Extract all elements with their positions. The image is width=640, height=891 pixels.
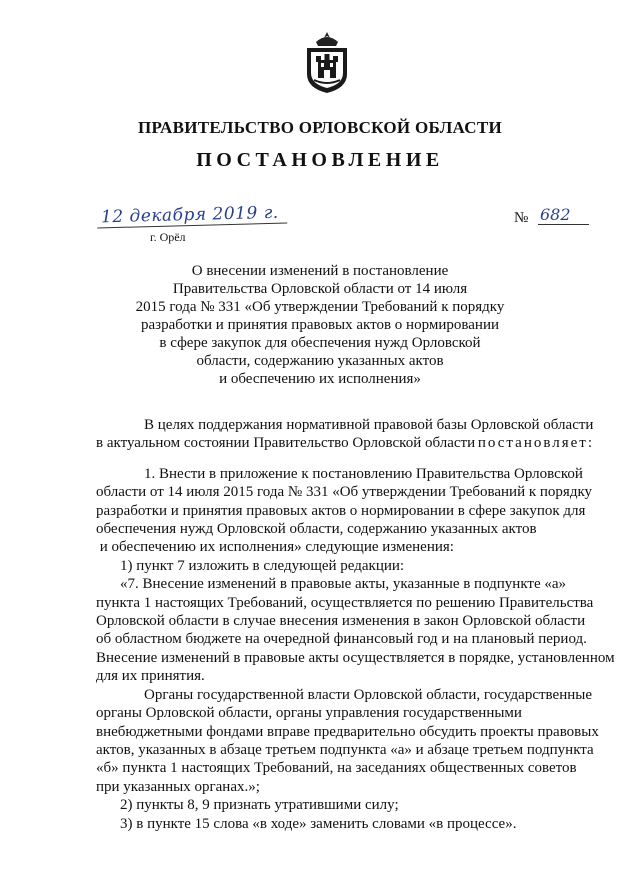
coat-of-arms-icon: [302, 30, 352, 94]
quote-line: Орловской области в случае внесения изменения в закон Орловской области: [96, 613, 586, 630]
paragraph-line: разработки и принятия правовых актов о нормировании в сфере закупок для: [96, 502, 586, 519]
government-name: ПРАВИТЕЛЬСТВО ОРЛОВСКОЙ ОБЛАСТИ: [137, 118, 503, 137]
document-date: 12 декабря 2019 г.: [97, 203, 287, 229]
title-line: в сфере закупок для обеспечения нужд Орловской: [159, 335, 481, 351]
quote-line: «7. Внесение изменений в правовые акты, указанные в подпункте «а»: [120, 576, 567, 593]
title-line: О внесении изменений в постановление: [191, 263, 449, 279]
organs-line: «б» пункта 1 настоящих Требований, на заседаниях общественных советов: [96, 760, 577, 777]
quote-line: для их принятия.: [96, 668, 205, 685]
quote-line: Внесение изменений в правовые акты осуществляется в порядке, установленном: [96, 649, 615, 666]
paragraph-line: области от 14 июля 2015 года № 331 «Об утверждении Требований к порядку: [96, 484, 593, 501]
title-line: области, содержанию указанных актов: [196, 353, 444, 369]
paragraph-line: и обеспечению их исполнения» следующие изменения:: [96, 539, 454, 556]
organs-line: при указанных органах.»;: [96, 778, 260, 795]
subitem-1: 1) пункт 7 изложить в следующей редакции:: [120, 557, 405, 574]
preamble-line: в актуальном состоянии Правительство Орловской области постановляет:: [96, 435, 594, 452]
quote-line: пункта 1 настоящих Требований, осуществляется по решению Правительства: [96, 594, 594, 611]
subitem-3: 3) в пункте 15 слова «в ходе» заменить словами «в процессе».: [120, 815, 517, 832]
title-line: 2015 года № 331 «Об утверждении Требований к порядку: [135, 299, 505, 315]
document-type: ПОСТАНОВЛЕНИЕ: [196, 149, 444, 171]
document-city: г. Орёл: [150, 230, 186, 244]
quote-line: об областном бюджете на очередной финансовый год и на плановый период.: [96, 631, 587, 648]
title-line: разработки и принятия правовых актов о нормировании: [141, 317, 499, 333]
document-body: [96, 416, 615, 833]
organs-line: Органы государственной власти Орловской области, государственные: [144, 686, 593, 703]
title-line: Правительства Орловской области от 14 июля: [172, 281, 468, 297]
organs-line: актов, указанных в абзаце третьем подпункта «а» и абзаце третьем подпункта: [96, 741, 594, 758]
title-line: и обеспечению их исполнения»: [219, 371, 421, 387]
paragraph-line: обеспечения нужд Орловской области, содержанию указанных актов: [96, 521, 537, 538]
document-title: [120, 262, 520, 388]
decree-word: постановляет:: [477, 435, 594, 452]
paragraph-line: 1. Внести в приложение к постановлению Правительства Орловской: [144, 465, 583, 482]
organs-line: внебюджетными фондами вправе предварительно обсудить проекты правовых: [96, 723, 599, 740]
subitem-2: 2) пункты 8, 9 признать утратившими силу;: [120, 797, 399, 814]
organs-line: органы Орловской области, органы управления государственными: [96, 705, 522, 722]
document-number-label: №: [514, 210, 529, 226]
document-number: 682: [538, 205, 589, 225]
preamble-line: В целях поддержания нормативной правовой базы Орловской области: [144, 417, 594, 433]
